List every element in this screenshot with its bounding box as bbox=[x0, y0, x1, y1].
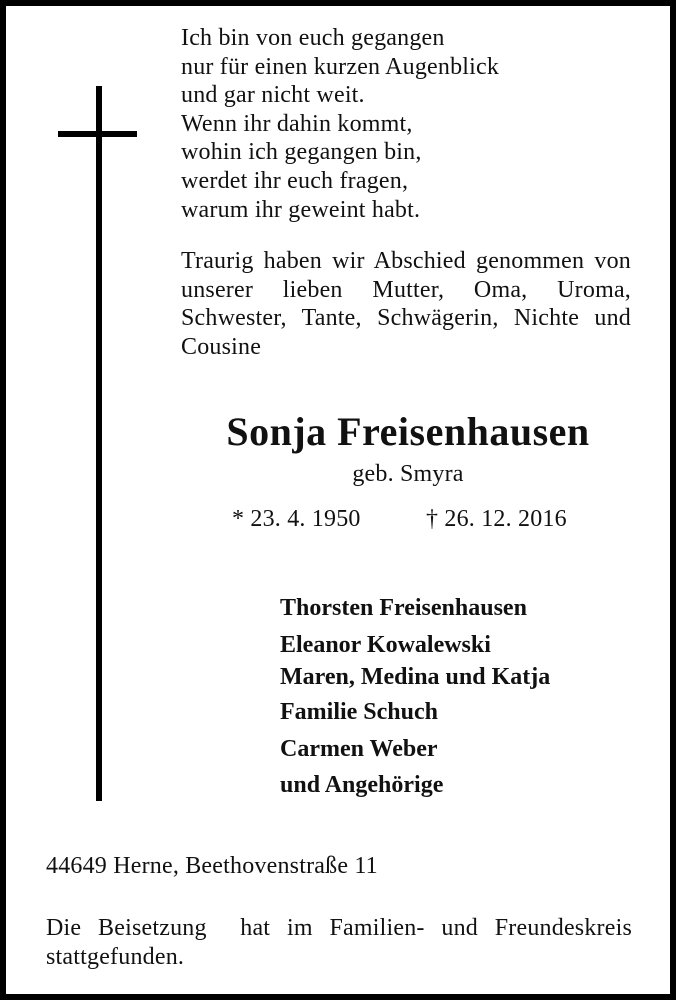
deceased-name: Sonja Freisenhausen bbox=[226, 409, 590, 454]
poem-line: nur für einen kurzen Augenblick bbox=[181, 53, 500, 80]
mourner: Thorsten Freisenhausen bbox=[280, 595, 527, 621]
mourner: Familie Schuch bbox=[280, 699, 439, 725]
maiden-name: geb. Smyra bbox=[352, 461, 464, 487]
death-date: † 26. 12. 2016 bbox=[426, 506, 567, 532]
poem bbox=[181, 24, 499, 224]
mourner: Carmen Weber bbox=[280, 736, 438, 762]
mourner: Maren, Medina und Katja bbox=[280, 664, 551, 690]
poem-line: werdet ihr euch fragen, bbox=[181, 167, 409, 194]
cross-icon-bar bbox=[58, 131, 137, 137]
birth-date: * 23. 4. 1950 bbox=[232, 506, 361, 532]
poem-line: Ich bin von euch gegangen bbox=[181, 25, 445, 51]
intro-text: Traurig haben wir Abschied genommen von unserer lieben Mutter, Oma, Uroma, Schwester, Tante, Schwägerin, Nichte und Cousine bbox=[181, 248, 631, 360]
poem-line: und gar nicht weit. bbox=[181, 82, 365, 109]
mourner: und Angehörige bbox=[280, 772, 444, 798]
poem-line: wohin ich gegangen bin, bbox=[181, 139, 422, 166]
poem-line: Wenn ihr dahin kommt, bbox=[181, 110, 413, 137]
burial-note: Die Beisetzung hat im Familien- und Freundeskreis stattgefunden. bbox=[46, 915, 639, 970]
mourner: Eleanor Kowalewski bbox=[280, 632, 491, 658]
poem-line: warum ihr geweint habt. bbox=[181, 196, 421, 223]
address: 44649 Herne, Beethovenstraße 11 bbox=[46, 853, 378, 879]
